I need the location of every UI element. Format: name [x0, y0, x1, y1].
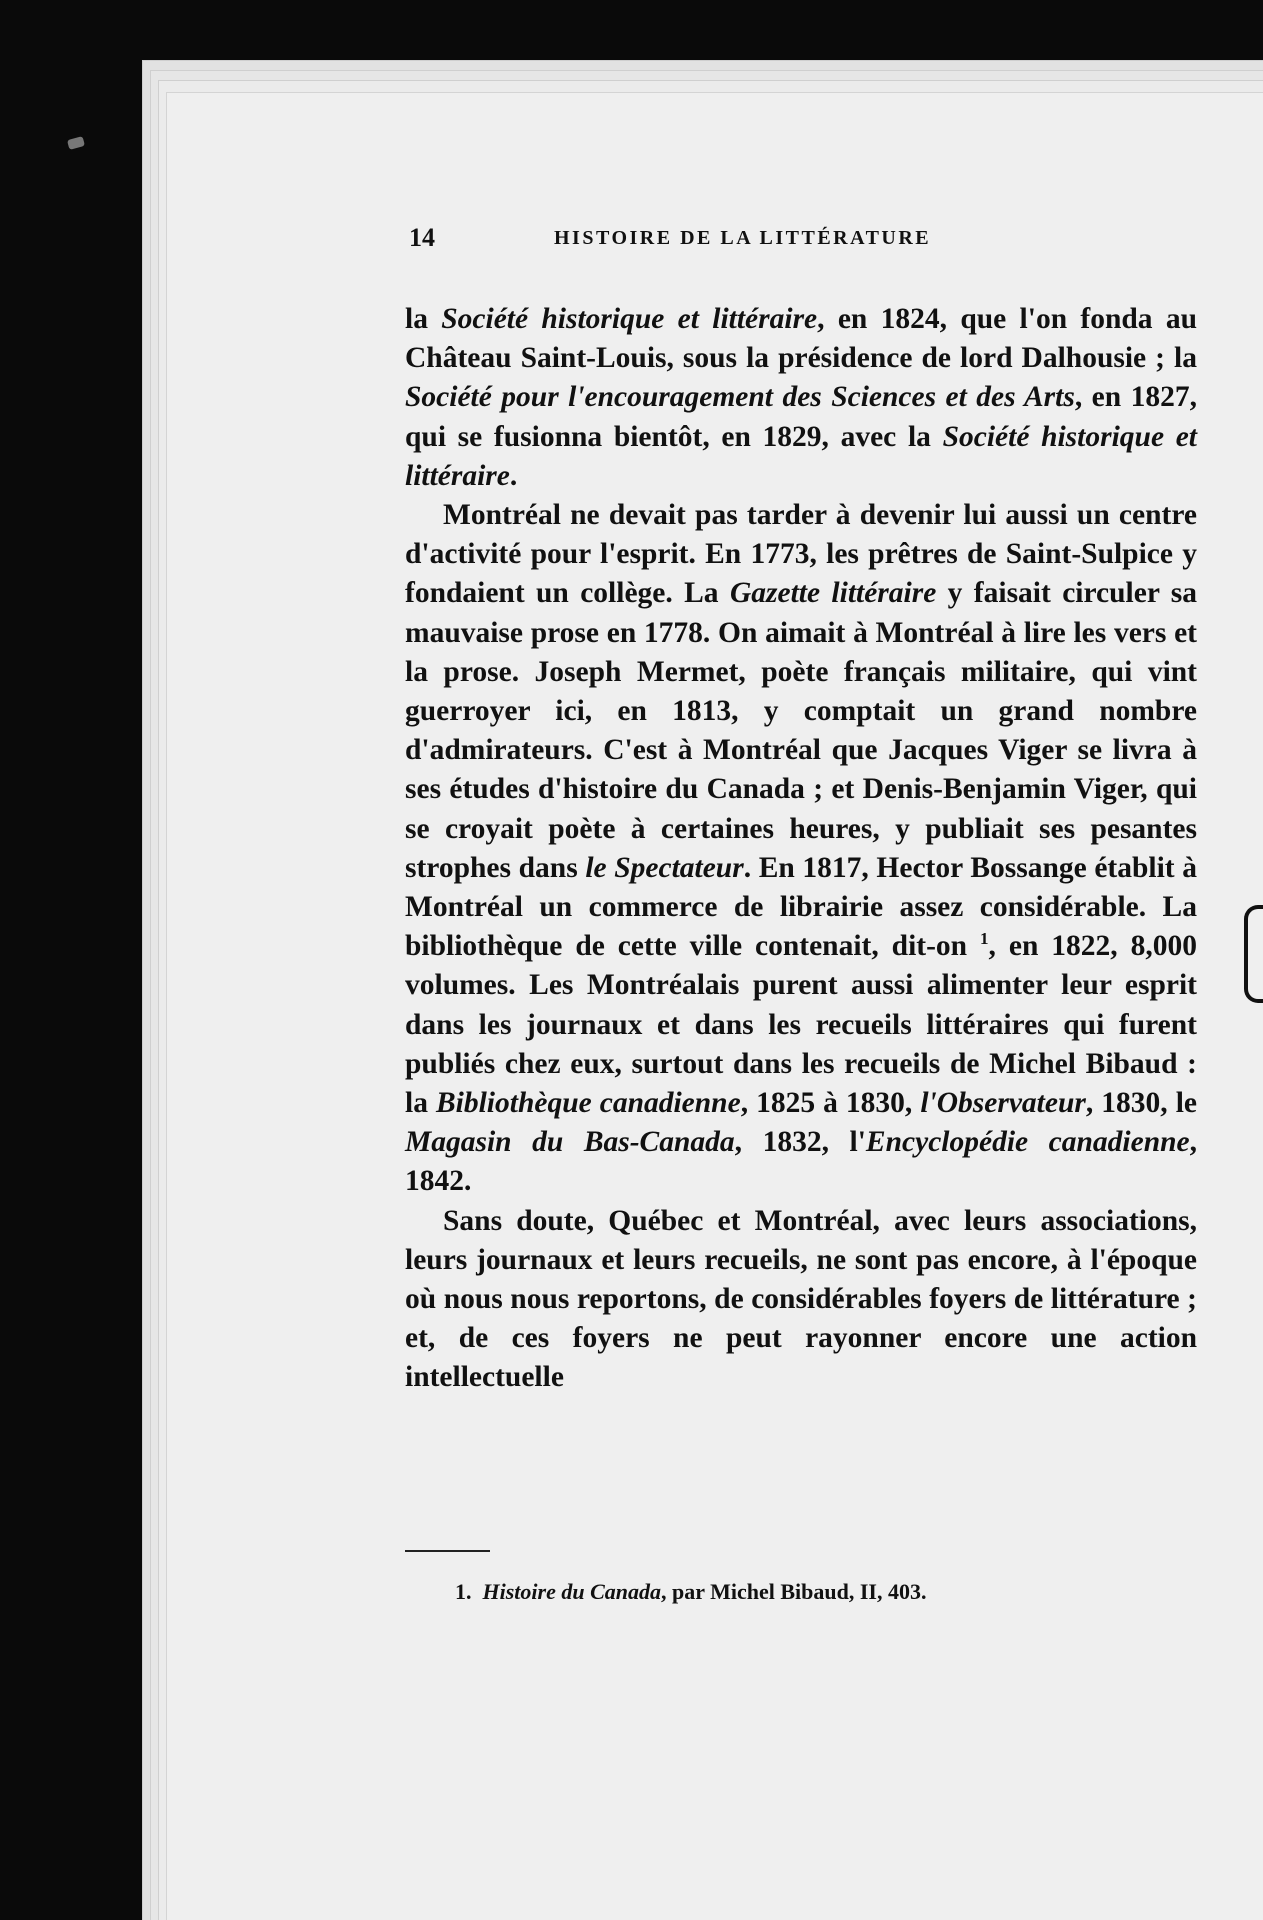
italic-title: Bibliothèque canadienne — [435, 1087, 741, 1120]
footnote-text: , par Michel Bibaud, II, 403. — [660, 1579, 927, 1604]
text-run: la — [405, 303, 442, 335]
text-run: . En 1817, Hector Bossange établit à Montréal un commerce de librairie assez considérable. La bibliothèque de cette ville contenait, dit-on — [405, 851, 1198, 963]
footnote — [455, 1579, 926, 1605]
footnote-reference: 1 — [980, 929, 989, 949]
italic-title: le Spectateur — [585, 851, 744, 884]
running-head — [409, 223, 1189, 263]
italic-title: Gazette littéraire — [729, 577, 937, 610]
text-run: , 1830, le — [1085, 1087, 1197, 1120]
running-head-title: HISTOIRE DE LA LITTÉRATURE — [554, 227, 932, 249]
text-run: , 1842. — [405, 1126, 1197, 1198]
italic-title: Magasin du Bas-Canada — [405, 1126, 735, 1159]
footnote-number: 1. — [455, 1579, 472, 1604]
italic-title: l'Observateur — [920, 1087, 1086, 1120]
binding-clip — [1244, 905, 1263, 1003]
text-run: y faisait circuler sa mauvaise prose en 1778. On aimait à Montréal à lire les vers et la prose. Joseph Mermet, poète français militaire, qui vint guerroyer ici, en 1813, y comptait un grand nombre d'admirateurs. C'est à Montréal que Jacques Viger se livra à ses études d'histoire du Canada ; et Denis-Benjamin Viger, qui se croyait poète à certaines heures, y publiait ses pesantes strophes dans — [405, 577, 1197, 884]
scan-artifact — [67, 136, 85, 150]
body-text — [405, 300, 1197, 1398]
footnote-title: Histoire du Canada — [482, 1579, 661, 1604]
page-number: 14 — [409, 223, 435, 252]
text-run: , en 1827, qui se fusionna bientôt, en 1829, avec la — [405, 381, 1197, 453]
italic-title: Société historique et littéraire — [441, 303, 818, 335]
text-run: , en 1824, que l'on fonda au Château Saint-Louis, sous la présidence de lord Dalhousie ; la — [405, 303, 1198, 375]
italic-title: Société pour l'encouragement des Sciences et des Arts — [405, 381, 1075, 414]
text-run: , 1825 à 1830, — [740, 1087, 921, 1120]
paragraph-3: Sans doute, Québec et Montréal, avec leurs associations, leurs journaux et leurs recueils, ne sont pas encore, à l'époque où nous nous reportons, de considérables foyers de littérature ; et, de ces foyers ne peut rayonner encore une action intellectuelle — [405, 1204, 1197, 1394]
italic-title: Société historique et littéraire — [405, 420, 1197, 492]
text-run: . — [509, 459, 518, 492]
italic-title: Encyclopédie canadienne — [865, 1126, 1190, 1159]
paragraph-1 — [405, 300, 1197, 496]
footnote-rule — [405, 1550, 490, 1552]
text-run: Montréal ne devait pas tarder à devenir lui aussi un centre d'activité pour l'esprit. En 1773, les prêtres de Saint-Sulpice y fondaient un collège. La — [405, 499, 1197, 610]
text-run: , 1832, l' — [734, 1126, 866, 1159]
text-run: , en 1822, 8,000 volumes. Les Montréalais purent aussi alimenter leur esprit dans les journaux et dans les recueils littéraires qui furent publiés chez eux, surtout dans les recueils de Michel Bibaud : la — [405, 930, 1198, 1120]
paragraph-2 — [405, 496, 1197, 1202]
